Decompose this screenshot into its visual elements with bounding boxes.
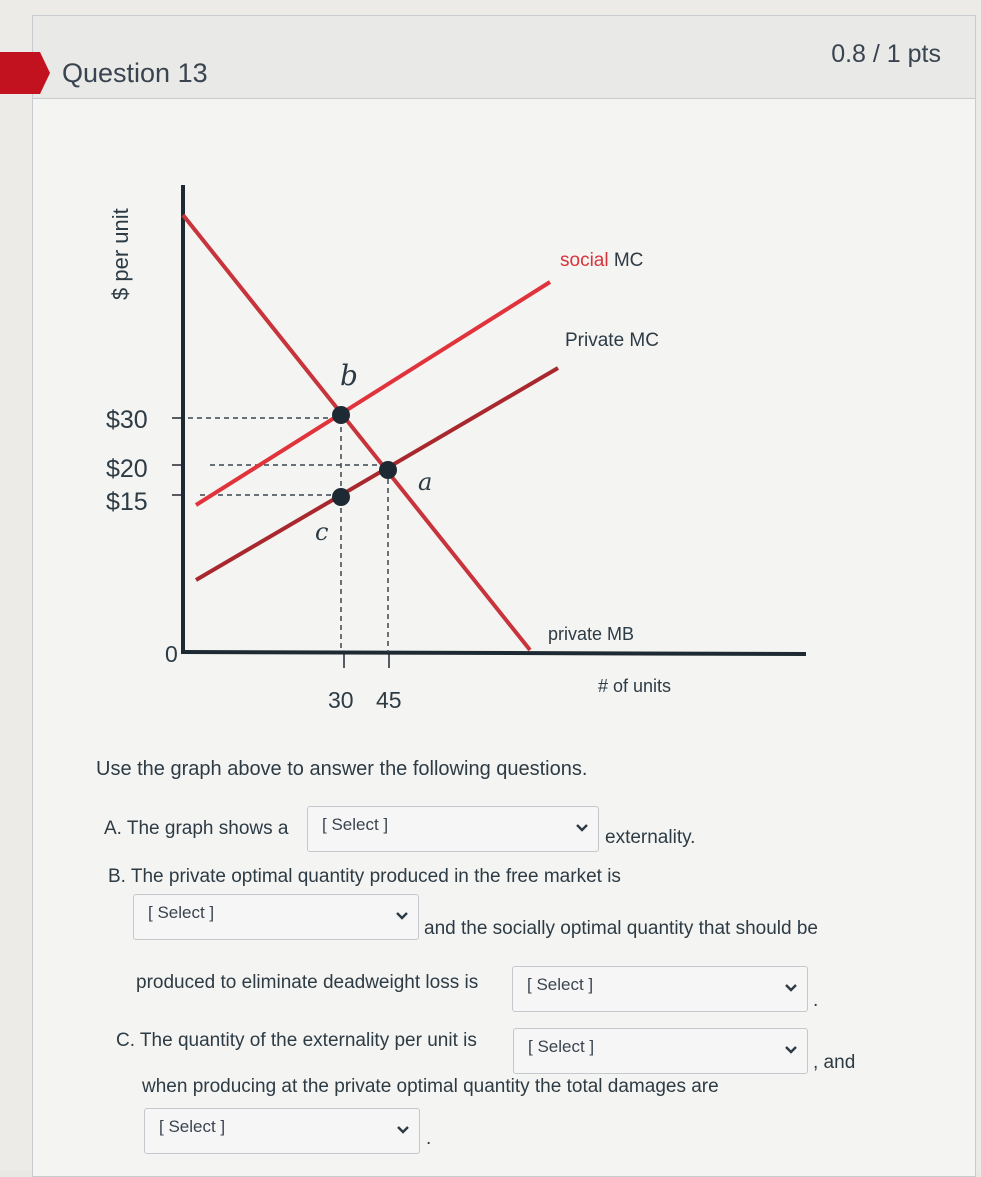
part-c-line2: when producing at the private optimal quantity the total damages are (142, 1076, 719, 1097)
y-tick-label-30: $30 (106, 406, 148, 434)
part-b-select-private-label: [ Select ] (148, 903, 215, 922)
private-mc-label: Private MC (565, 330, 659, 351)
part-b-line3: produced to eliminate deadweight loss is (136, 972, 479, 993)
guide-lines (188, 418, 388, 652)
part-c-select-per-unit[interactable] (513, 1028, 808, 1074)
x-axis (181, 652, 806, 654)
point-label-b: b (340, 359, 358, 392)
point-label-a: a (418, 468, 433, 496)
part-a-select-label: [ Select ] (322, 815, 389, 834)
point-c (332, 488, 350, 506)
part-c-after: , and (813, 1052, 856, 1073)
point-b (332, 406, 350, 424)
point-a (379, 461, 397, 479)
x-tick-label-45: 45 (376, 687, 402, 713)
point-label-c: c (315, 518, 329, 546)
social-mc-label: social MC (560, 250, 644, 271)
origin-label: 0 (165, 641, 178, 667)
part-b-select-private[interactable] (133, 894, 419, 940)
chevron-down-icon (394, 908, 410, 924)
part-a-select[interactable] (307, 806, 599, 852)
chevron-down-icon (783, 980, 799, 996)
private-mb-label: private MB (548, 624, 635, 644)
question-prompt: Use the graph above to answer the following questions. (96, 758, 588, 780)
chevron-down-icon (574, 820, 590, 836)
chevron-down-icon (395, 1122, 411, 1138)
part-c-end: . (426, 1128, 432, 1149)
chevron-down-icon (783, 1042, 799, 1058)
part-b-select-social[interactable] (512, 966, 808, 1012)
y-tick-label-20: $20 (106, 455, 148, 483)
part-c-select-damages-label: [ Select ] (159, 1117, 226, 1136)
part-c-text: C. The quantity of the externality per unit is (116, 1030, 477, 1051)
question-title: Question 13 (62, 58, 208, 88)
x-tick-label-30: 30 (328, 687, 354, 713)
x-axis-label: # of units (598, 676, 672, 696)
part-b-text: B. The private optimal quantity produced in the free market is (108, 866, 621, 887)
part-c-select-damages[interactable] (144, 1108, 420, 1154)
private-mc-curve (196, 368, 558, 580)
private-mb-curve (183, 215, 530, 650)
part-b-select-social-label: [ Select ] (527, 975, 594, 994)
y-axis-label: $ per unit (108, 208, 133, 300)
part-c-select-per-unit-label: [ Select ] (528, 1037, 595, 1056)
part-b-middle: and the socially optimal quantity that should be (424, 918, 818, 939)
question-points: 0.8 / 1 pts (831, 40, 941, 68)
social-mc-curve (196, 282, 550, 505)
part-a-text: A. The graph shows a (104, 818, 289, 839)
part-a-after: externality. (605, 827, 696, 848)
part-b-end: . (813, 990, 819, 1011)
y-tick-label-15: $15 (106, 488, 148, 516)
